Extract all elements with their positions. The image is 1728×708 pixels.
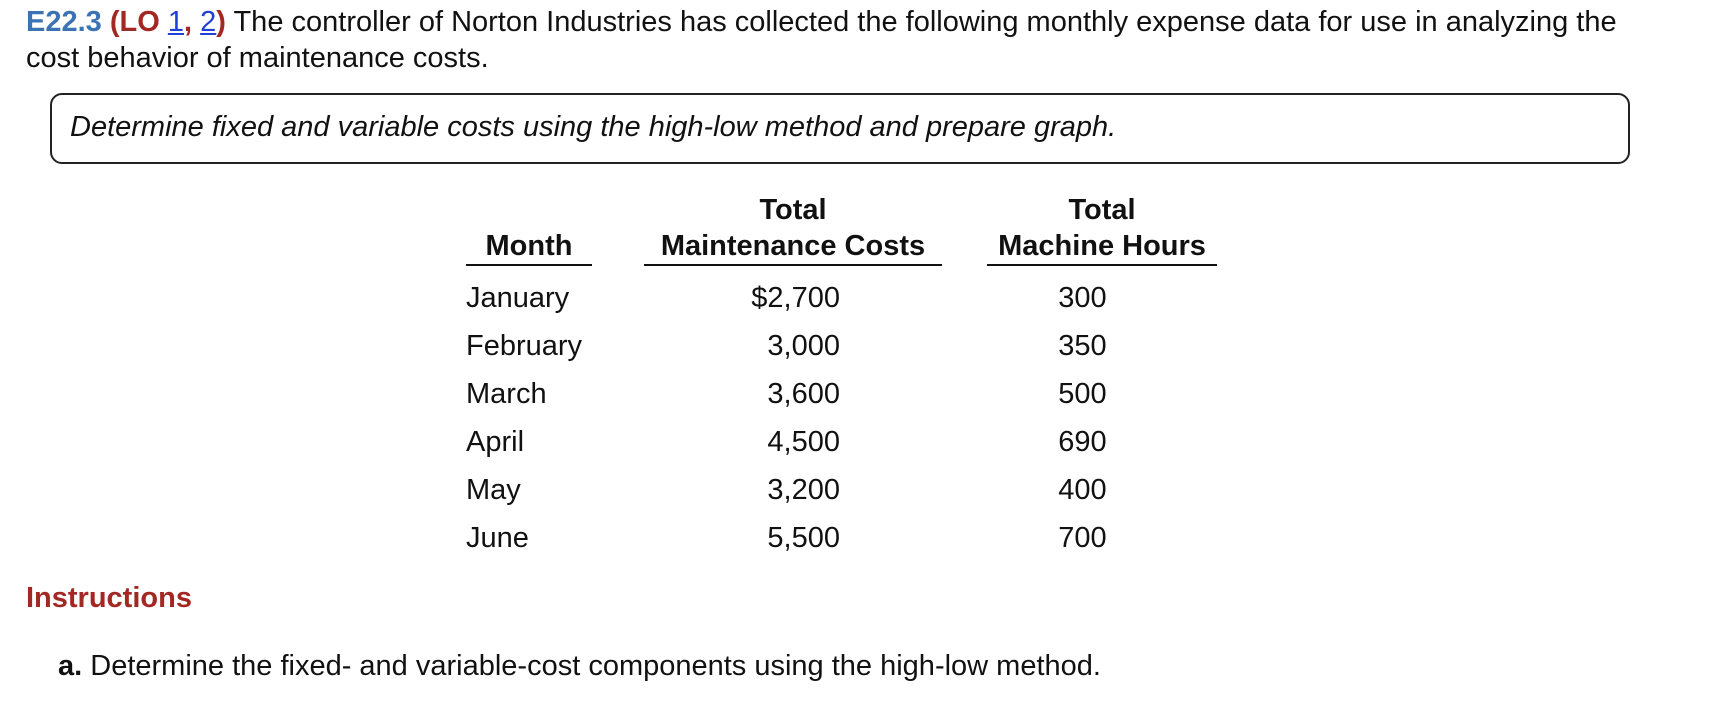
cell-hours: 700 — [1058, 522, 1107, 554]
lo-separator: , — [184, 6, 201, 38]
cell-hours: 500 — [1058, 378, 1107, 410]
objective-text: Determine fixed and variable costs using the high-low method and prepare graph. — [70, 111, 1117, 143]
cell-cost: 3,200 — [767, 474, 840, 506]
cell-month: April — [466, 426, 525, 458]
instructions-heading: Instructions — [26, 582, 192, 614]
problem-statement — [26, 4, 1666, 76]
lo-link-2[interactable]: 2 — [200, 6, 217, 38]
header-cost-line2: Maintenance Costs — [644, 228, 942, 266]
header-month — [466, 228, 592, 266]
cell-cost: 4,500 — [767, 426, 840, 458]
header-machine-hours — [987, 192, 1217, 266]
cell-cost: 3,000 — [767, 330, 840, 362]
lo-open: (LO — [109, 6, 168, 38]
header-maintenance-costs — [644, 192, 942, 266]
cell-month: June — [466, 522, 529, 554]
cell-month: March — [466, 378, 547, 410]
cell-hours: 350 — [1058, 330, 1107, 362]
instruction-label: a. — [58, 650, 83, 682]
learning-objectives — [110, 6, 226, 38]
cell-cost: 3,600 — [767, 378, 840, 410]
instruction-text: Determine the fixed- and variable-cost components using the high-low method. — [82, 650, 1101, 682]
cell-month: January — [466, 282, 570, 314]
header-hours-line1: Total — [1068, 194, 1136, 226]
cell-month: February — [466, 330, 583, 362]
cell-hours: 690 — [1058, 426, 1107, 458]
objective-box — [50, 93, 1630, 164]
header-cost-line1: Total — [759, 194, 827, 226]
lo-link-1[interactable]: 1 — [167, 6, 184, 38]
header-hours-line2: Machine Hours — [987, 228, 1217, 266]
cell-cost: $2,700 — [751, 282, 840, 314]
lo-close: ) — [216, 6, 226, 38]
cell-hours: 400 — [1058, 474, 1107, 506]
cell-month: May — [466, 474, 521, 506]
problem-statement-text: The controller of Norton Industries has collected the following monthly expense data for use in analyzing the cost behavior of maintenance costs. — [26, 6, 1617, 74]
header-month-label: Month — [466, 228, 592, 266]
exercise-number: E22.3 — [26, 6, 102, 38]
instruction-item-a — [58, 650, 1101, 683]
cell-cost: 5,500 — [767, 522, 840, 554]
cell-hours: 300 — [1058, 282, 1107, 314]
